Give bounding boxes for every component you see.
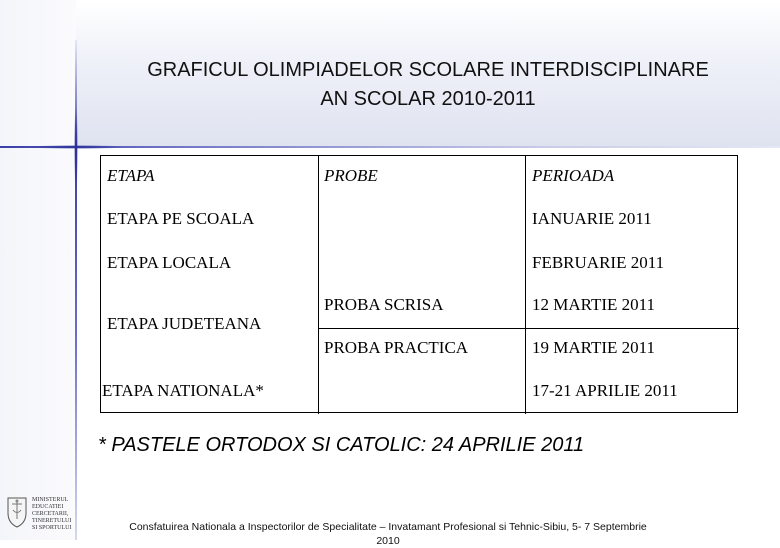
crest-icon bbox=[6, 495, 28, 529]
logo-line-5: SI SPORTULUI bbox=[32, 525, 72, 531]
footer-text bbox=[78, 520, 698, 548]
schedule-table bbox=[100, 155, 738, 413]
logo-line-4: TINERETULUI bbox=[32, 518, 72, 524]
logo-line-2: EDUCATIEI bbox=[32, 504, 64, 510]
cell-probe-row4: PROBA PRACTICA bbox=[324, 338, 469, 357]
cell-perioada-row3: 12 MARTIE 2011 bbox=[532, 295, 656, 314]
left-decorative-strip bbox=[0, 0, 76, 540]
logo-line-3: CERCETARII, bbox=[32, 511, 69, 517]
column-divider-2 bbox=[525, 156, 526, 414]
header-probe: PROBE bbox=[324, 166, 378, 185]
cell-perioada-row2: FEBRUARIE 2011 bbox=[532, 253, 665, 272]
cell-etapa-row1: ETAPA PE SCOALA bbox=[107, 209, 255, 228]
cell-perioada-row1: IANUARIE 2011 bbox=[532, 209, 652, 228]
title-line-1: GRAFICUL OLIMPIADELOR SCOLARE INTERDISCIPLINARE bbox=[147, 59, 709, 81]
cell-etapa-row5: ETAPA NATIONALA* bbox=[102, 381, 264, 400]
cell-probe-row3: PROBA SCRISA bbox=[324, 295, 444, 314]
title-line-2: AN SCOLAR 2010-2011 bbox=[320, 88, 536, 110]
footer-line-2: 2010 bbox=[376, 535, 400, 547]
cell-etapa-row3: ETAPA JUDETEANA bbox=[107, 314, 262, 333]
decorative-star-vertical bbox=[74, 108, 78, 188]
slide-title bbox=[78, 56, 778, 114]
footer-line-1: Consfatuirea Nationala a Inspectorilor de Specialitate – Invatamant Profesional si Tehnic-Sibiu, 5- 7 Septembrie bbox=[129, 521, 647, 533]
cell-perioada-row5: 17-21 APRILIE 2011 bbox=[532, 381, 678, 400]
logo-line-1: MINISTERUL bbox=[32, 497, 69, 503]
header-etapa: ETAPA bbox=[107, 166, 155, 185]
ministry-logo bbox=[6, 495, 72, 540]
cell-etapa-row2: ETAPA LOCALA bbox=[107, 253, 232, 272]
logo-text bbox=[32, 497, 71, 532]
column-divider-1 bbox=[318, 156, 319, 414]
row-divider-probes bbox=[318, 328, 739, 329]
cell-perioada-row4: 19 MARTIE 2011 bbox=[532, 338, 656, 357]
footnote: * PASTELE ORTODOX SI CATOLIC: 24 APRILIE 2011 bbox=[98, 434, 585, 456]
header-perioada: PERIOADA bbox=[532, 166, 615, 185]
